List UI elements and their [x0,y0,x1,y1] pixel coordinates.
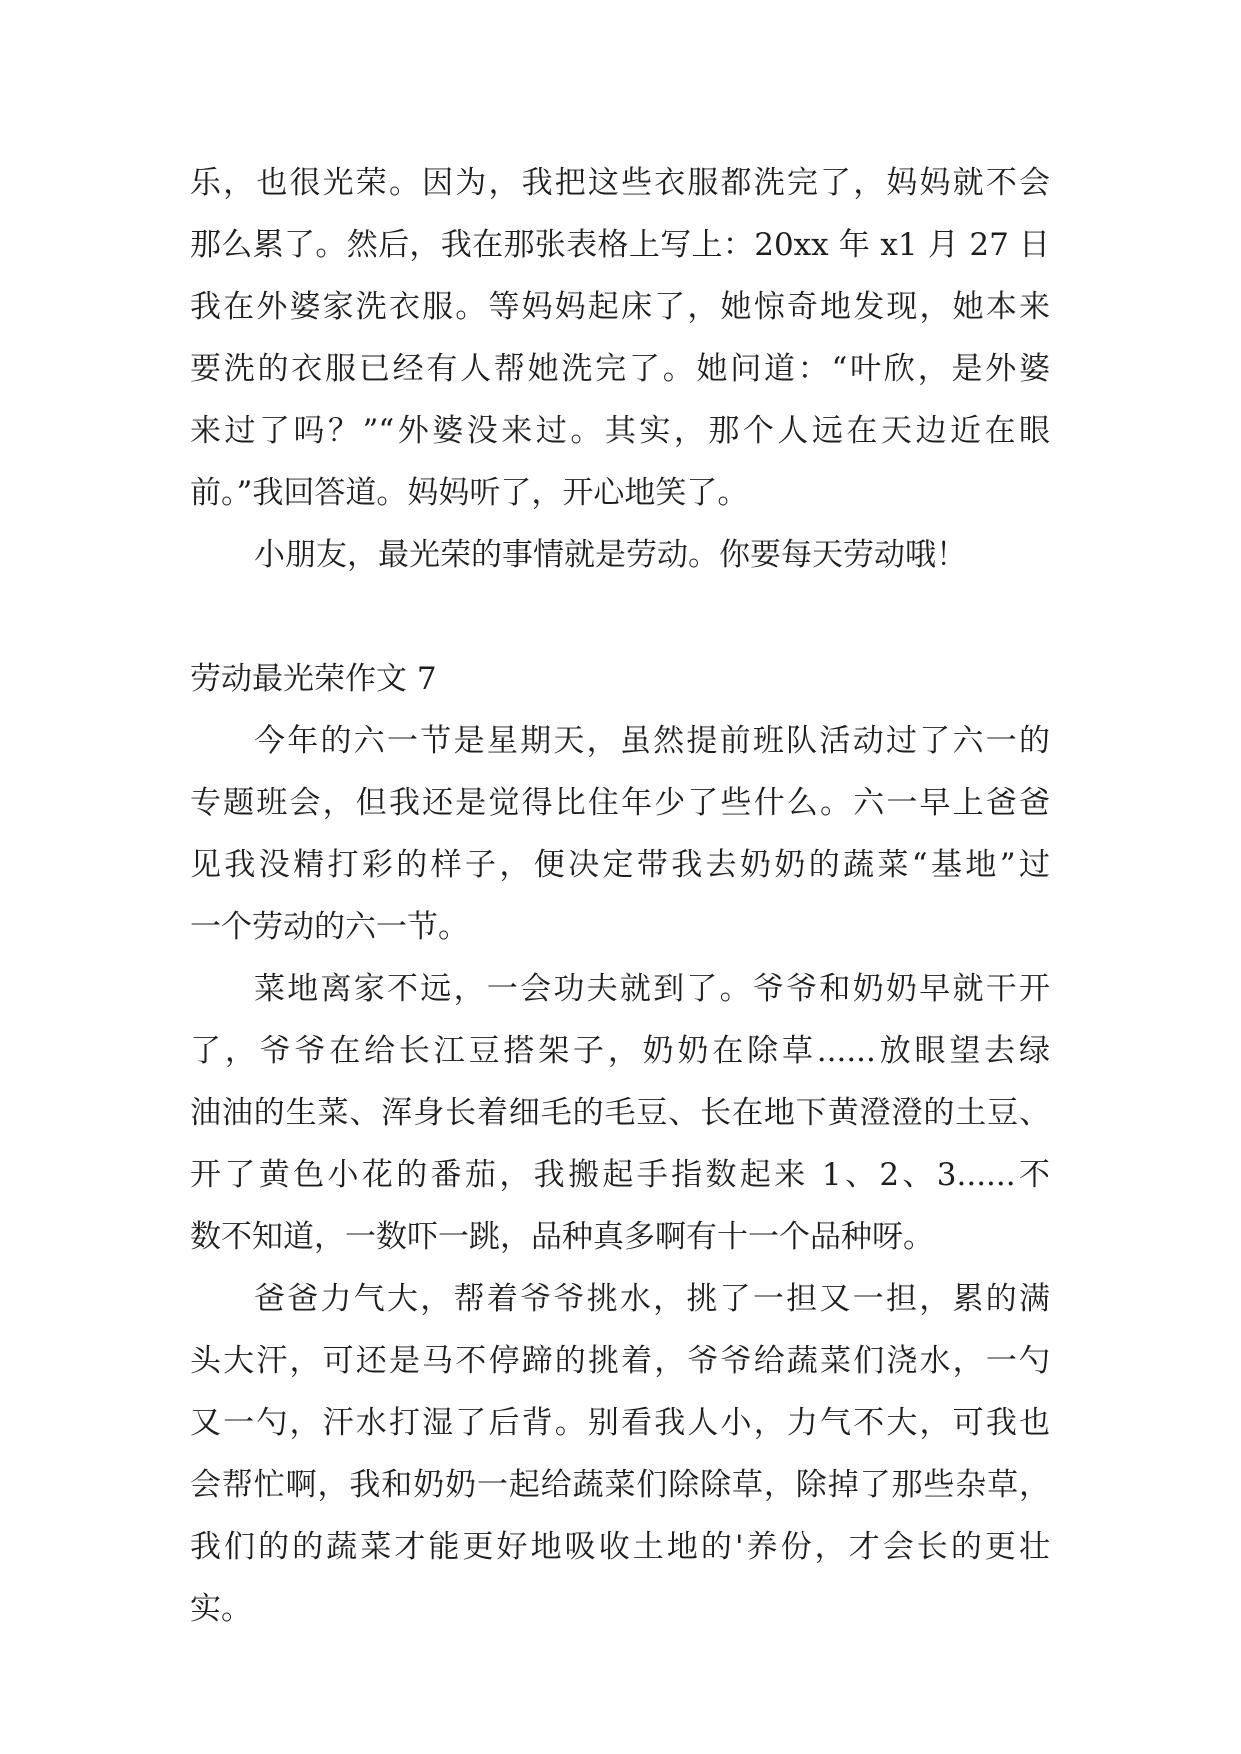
text-line: 前。”我回答道。妈妈听了，开心地笑了。 [190,475,749,511]
text-line: 了，爷爷在给长江豆搭架子，奶奶在除草......放眼望去绿 [190,1033,1050,1069]
text-line: 我们的的蔬菜才能更好地吸收土地的'养份，才会长的更壮 [190,1529,1050,1565]
text-line: 实。 [190,1591,252,1627]
text-line: 专题班会，但我还是觉得比住年少了些什么。六一早上爸爸 [190,785,1050,821]
text-line: 会帮忙啊，我和奶奶一起给蔬菜们除除草，除掉了那些杂草， [190,1467,1050,1503]
text-line: 今年的六一节是星期天，虽然提前班队活动过了六一的 [254,723,1050,759]
text-line: 那么累了。然后，我在那张表格上写上：20xx 年 x1 月 27 日 [190,227,1050,263]
text-line: 见我没精打彩的样子，便决定带我去奶奶的蔬菜“基地”过 [190,847,1050,883]
text-line: 开了黄色小花的番茄，我搬起手指数起来 1、2、3......不 [190,1157,1050,1193]
text-line: 来过了吗？”“外婆没来过。其实，那个人远在天边近在眼 [190,413,1050,449]
text-line: 我在外婆家洗衣服。等妈妈起床了，她惊奇地发现，她本来 [190,289,1050,325]
paragraph-3 [190,1268,1050,1640]
text-line: 头大汗，可还是马不停蹄的挑着，爷爷给蔬菜们浇水，一勺 [190,1343,1050,1379]
spacer [190,586,1050,648]
closing-paragraph: 小朋友，最光荣的事情就是劳动。你要每天劳动哦！ [254,537,967,573]
document-body [190,152,1050,1640]
paragraph-1 [190,710,1050,958]
essay-title: 劳动最光荣作文 7 [190,661,437,697]
text-line: 乐，也很光荣。因为，我把这些衣服都洗完了，妈妈就不会 [190,165,1050,201]
text-line: 又一勺，汗水打湿了后背。别看我人小，力气不大，可我也 [190,1405,1050,1441]
text-line: 爸爸力气大，帮着爷爷挑水，挑了一担又一担，累的满 [254,1281,1050,1317]
text-line: 数不知道，一数吓一跳，品种真多啊有十一个品种呀。 [190,1219,934,1255]
text-line: 菜地离家不远，一会功夫就到了。爷爷和奶奶早就干开 [254,971,1050,1007]
text-line: 要洗的衣服已经有人帮她洗完了。她问道：“叶欣，是外婆 [190,351,1050,387]
text-line: 一个劳动的六一节。 [190,909,469,945]
paragraph-2 [190,958,1050,1268]
paragraph-continued [190,152,1050,524]
text-line: 油油的生菜、浑身长着细毛的毛豆、长在地下黄澄澄的土豆、 [190,1095,1050,1131]
